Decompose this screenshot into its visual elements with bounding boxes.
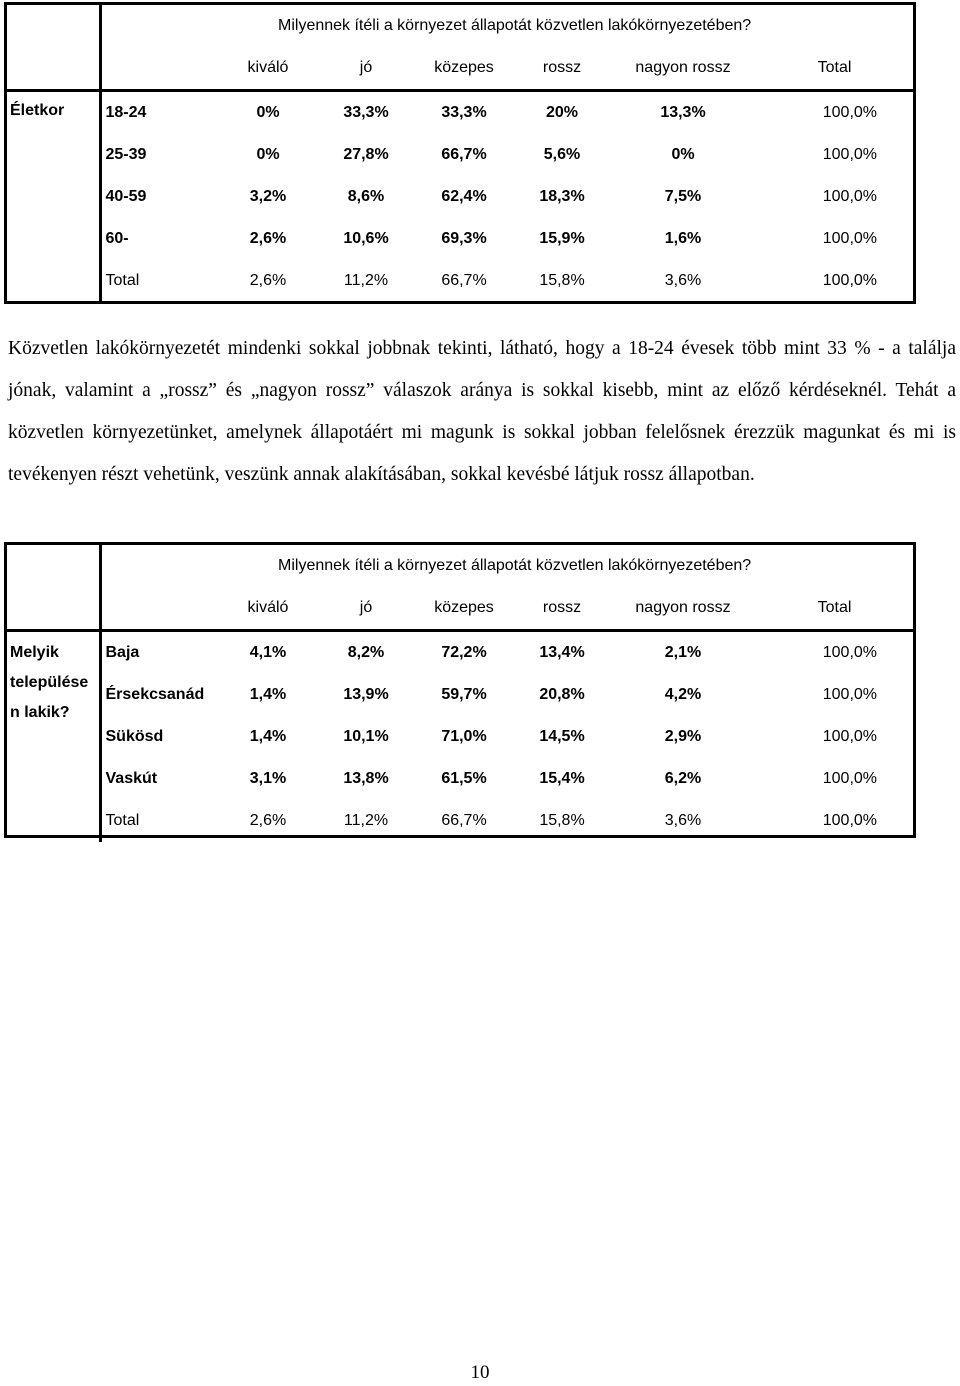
table-question: Milyennek ítéli a környezet állapotát közvetlen lakókörnyezetében? (278, 17, 752, 34)
group-label-line: n lakik? (10, 704, 70, 721)
cell: 13,8% (343, 770, 389, 787)
cell: 69,3% (441, 230, 487, 247)
cell: 4,1% (218, 631, 318, 675)
row-label: 18-24 (100, 91, 218, 135)
column-header: közepes (434, 59, 494, 76)
column-header: közepes (434, 599, 494, 616)
cell: 62,4% (441, 188, 487, 205)
group-label-line: települése (10, 674, 89, 691)
cell: 3,2% (249, 188, 287, 205)
group-label: Életkor (7, 91, 100, 303)
cell: 59,7% (441, 686, 487, 703)
cell: 100,0% (822, 146, 878, 163)
column-header: rossz (542, 599, 582, 616)
cell: 100,0% (822, 770, 878, 787)
cell: 100,0% (822, 188, 878, 205)
cell: 13,3% (610, 91, 756, 135)
cell: 3,1% (249, 770, 287, 787)
cell: 66,7% (441, 146, 487, 163)
row-label: Érsekcsanád (105, 686, 205, 703)
cell: 2,6% (249, 272, 287, 289)
cell: 7,5% (664, 188, 702, 205)
cell: 11,2% (343, 812, 389, 829)
cell: 100,0% (756, 631, 913, 675)
cell: 66,7% (441, 812, 487, 829)
column-header: nagyon rossz (635, 59, 731, 76)
cell: 2,6% (249, 230, 287, 247)
table-question: Milyennek ítéli a környezet állapotát közvetlen lakókörnyezetében? (278, 557, 752, 574)
group-label (7, 631, 100, 843)
cell: 10,1% (343, 728, 389, 745)
cell: 4,2% (664, 686, 702, 703)
cell: 2,9% (664, 728, 702, 745)
column-header: jó (359, 599, 373, 616)
cell: 100,0% (822, 686, 878, 703)
row-label: Total (105, 272, 140, 289)
row-label: 25-39 (105, 146, 147, 163)
cell: 3,6% (664, 812, 702, 829)
cell: 66,7% (441, 272, 487, 289)
column-header: jó (359, 59, 373, 76)
cell: 13,9% (343, 686, 389, 703)
column-header: Total (817, 59, 852, 76)
row-label: Vaskút (105, 770, 158, 787)
cell: 15,9% (539, 230, 585, 247)
cell: 11,2% (343, 272, 389, 289)
cell: 10,6% (343, 230, 389, 247)
cell: 1,6% (664, 230, 702, 247)
column-header: nagyon rossz (635, 599, 731, 616)
cell: 27,8% (343, 146, 389, 163)
column-header: kiváló (247, 59, 289, 76)
cell: 5,6% (543, 146, 581, 163)
cell: 15,8% (539, 812, 585, 829)
cell: 6,2% (664, 770, 702, 787)
cell: 0% (671, 146, 695, 163)
cell: 100,0% (822, 728, 878, 745)
cell: 1,4% (249, 728, 287, 745)
settlement-crosstab (4, 542, 916, 838)
cell: 3,6% (664, 272, 702, 289)
cell: 2,1% (610, 631, 756, 675)
cell: 2,6% (249, 812, 287, 829)
page-number: 10 (470, 1362, 490, 1383)
column-header: kiváló (247, 599, 289, 616)
body-paragraph: Közvetlen lakókörnyezetét mindenki sokkal jobbnak tekinti, látható, hogy a 18-24 évesek több mint 33 % - a találja jónak, valamint a „rossz” és „nagyon rossz” válaszok aránya is sokkal kisebb, mint az előző kérdéseknél. Tehát a közvetlen környezetünket, amelynek állapotáért mi magunk is sokkal jobban felelősnek érezzük magunkat és mi is tevékenyen részt vehetünk, veszünk annak alakításában, sokkal kevésbé látjuk rossz állapotban. (8, 338, 956, 485)
row-label: 40-59 (105, 188, 147, 205)
row-label: Baja (100, 631, 218, 675)
row-label: 60- (105, 230, 129, 247)
cell: 100,0% (756, 91, 913, 135)
age-crosstab (4, 2, 916, 304)
cell: 15,8% (539, 272, 585, 289)
column-header: rossz (542, 59, 582, 76)
cell: 100,0% (822, 230, 878, 247)
row-label: Sükösd (105, 728, 164, 745)
column-header: Total (817, 599, 852, 616)
cell: 20,8% (539, 686, 585, 703)
cell: 33,3% (414, 91, 514, 135)
cell: 72,2% (414, 631, 514, 675)
cell: 1,4% (249, 686, 287, 703)
cell: 100,0% (822, 272, 878, 289)
group-label-line: Melyik (10, 644, 59, 661)
cell: 100,0% (822, 812, 878, 829)
cell: 15,4% (539, 770, 585, 787)
cell: 13,4% (514, 631, 610, 675)
cell: 61,5% (441, 770, 487, 787)
cell: 18,3% (539, 188, 585, 205)
cell: 8,6% (347, 188, 385, 205)
cell: 20% (514, 91, 610, 135)
cell: 8,2% (318, 631, 414, 675)
cell: 33,3% (318, 91, 414, 135)
cell: 71,0% (441, 728, 487, 745)
cell: 0% (218, 91, 318, 135)
cell: 0% (256, 146, 280, 163)
cell: 14,5% (539, 728, 585, 745)
row-label: Total (105, 812, 140, 829)
